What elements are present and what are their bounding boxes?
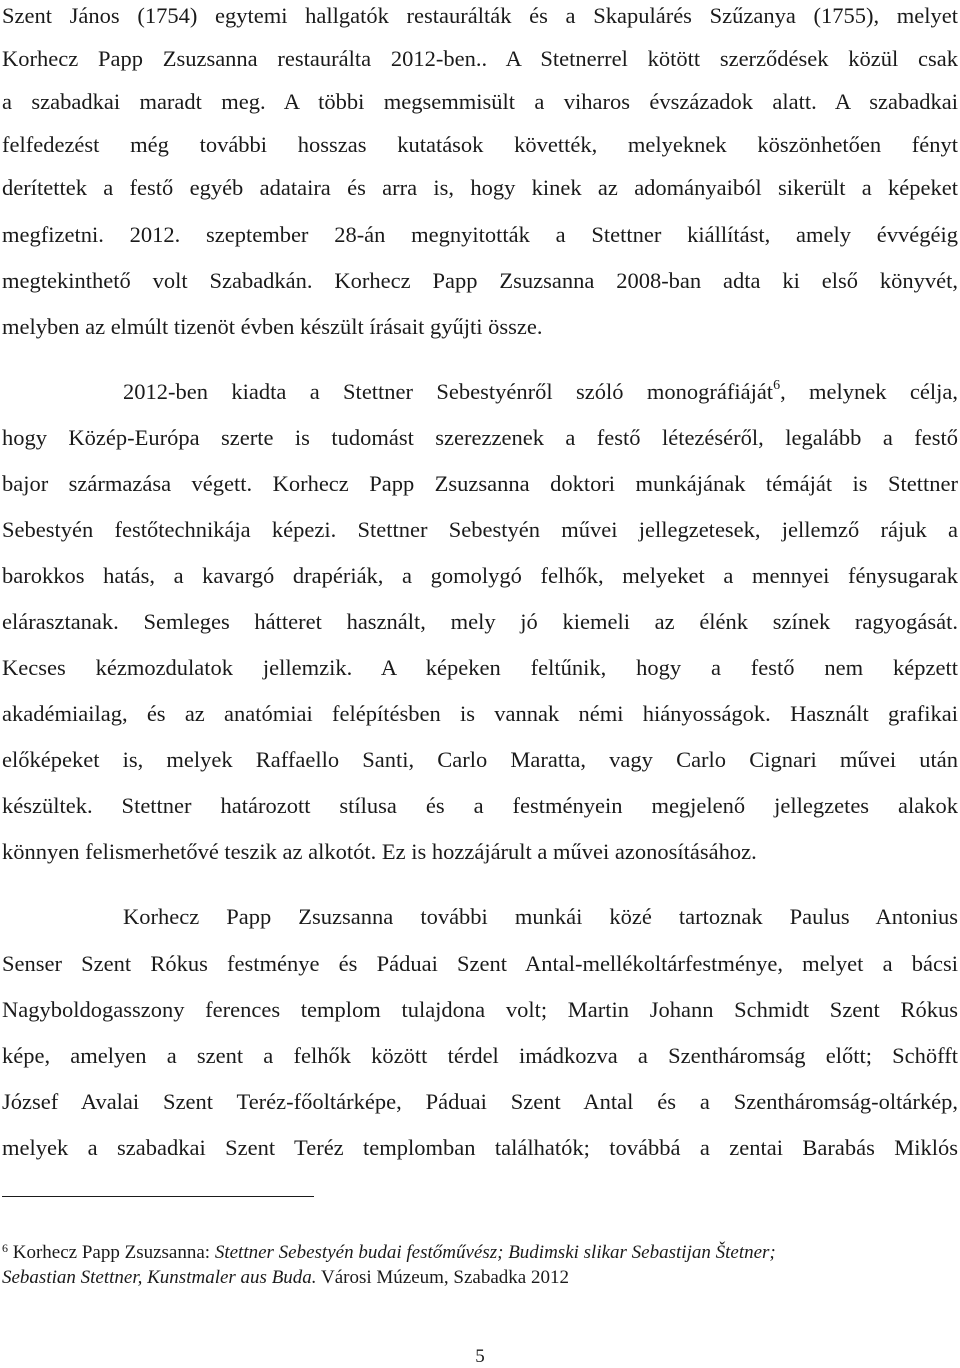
paragraph-line: könnyen felismerhetővé teszik az alkotót. Ez is hozzájárult a művei azonosításához. [2,839,757,864]
paragraph-text: , melynek célja, [780,379,958,404]
paragraph-line-with-footnote-ref [2,378,958,406]
paragraph-line: Szent János (1754) egytemi hallgatók restaurálták és a Skapulárés Szűzanya (1755), melyet [2,3,958,28]
paragraph-line: felfedezést még további hosszas kutatások követték, melyeknek köszönhetően fényt [2,132,958,157]
page-number: 5 [475,1346,485,1367]
paragraph-line: melyben az elmúlt tizenöt évben készült írásait gyűjti össze. [2,314,543,339]
paragraph-line: Nagyboldogasszony ferences templom tulajdona volt; Martin Johann Schmidt Szent Rókus [2,997,958,1022]
footnote-title: Sebastian Stettner, Kunstmaler aus Buda. [2,1267,317,1288]
paragraph-line: Kecses kézmozdulatok jellemzik. A képeken feltűnik, hogy a festő nem képzett [2,655,958,680]
footnote-reference[interactable]: 6 [773,378,781,393]
paragraph-line: melyek a szabadkai Szent Teréz templomban találhatók; továbbá a zentai Barabás Miklós [2,1135,958,1160]
paragraph-text: 2012-ben kiadta a Stettner Sebestyénről szóló monográfiáját [123,379,774,404]
footnote-line [2,1266,958,1290]
footnote-publisher: Városi Múzeum, Szabadka 2012 [316,1267,569,1288]
paragraph-line: készültek. Stettner határozott stílusa és a festményein megjelenő jellegzetes alakok [2,793,958,818]
paragraph-line: derítettek a festő egyéb adataira és arra is, hogy kinek az adományaiból sikerült a képeket [2,175,958,200]
paragraph-line: megtekinthető volt Szabadkán. Korhecz Papp Zsuzsanna 2008-ban adta ki első könyvét, [2,268,958,293]
paragraph-line: József Avalai Szent Teréz-főoltárképe, Páduai Szent Antal és a Szentháromság-oltárkép, [2,1089,958,1114]
paragraph-line: barokkos hatás, a kavargó drapériák, a gomolygó felhők, melyeket a mennyei fénysugarak [2,563,958,588]
paragraph-line: megfizetni. 2012. szeptember 28-án megnyitották a Stettner kiállítást, amely évvégéig [2,222,958,247]
paragraph-line: képe, amelyen a szent a felhők között térdel imádkozva a Szentháromság előtt; Schöfft [2,1043,958,1068]
paragraph-line: akadémiailag, és az anatómiai felépítésben is vannak némi hiányosságok. Használt grafikai [2,701,958,726]
footnote-line [2,1241,958,1265]
paragraph-line: Korhecz Papp Zsuzsanna restaurálta 2012-ben.. A Stetnerrel kötött szerződések közül csak [2,46,958,71]
paragraph-line: Sebestyén festőtechnikája képezi. Stettner Sebestyén művei jellegzetesek, jellemző rájuk a [2,517,958,542]
paragraph-line: a szabadkai maradt meg. A többi megsemmisült a viharos évszázadok alatt. A szabadkai [2,89,958,114]
footnote-separator [2,1196,314,1197]
footnote-author: Korhecz Papp Zsuzsanna: [8,1242,215,1263]
paragraph-line: Korhecz Papp Zsuzsanna további munkái közé tartoznak Paulus Antonius [123,904,958,929]
paragraph-line: bajor származása végett. Korhecz Papp Zsuzsanna doktori munkájának témáját is Stettner [2,471,958,496]
paragraph-line: Senser Szent Rókus festménye és Páduai Szent Antal-mellékoltárfestménye, melyet a bácsi [2,951,958,976]
footnote-title: Stettner Sebestyén budai festőművész; Budimski slikar Sebastijan Štetner; [214,1242,776,1263]
paragraph-line: elárasztanak. Semleges hátteret használt, mely jó kiemeli az élénk színek ragyogását. [2,609,958,634]
paragraph-line: előképeket is, melyek Raffaello Santi, Carlo Maratta, vagy Carlo Cignari művei után [2,747,958,772]
paragraph-line: hogy Közép-Európa szerte is tudomást szerezzenek a festő létezéséről, legalább a festő [2,425,958,450]
footnote-number: 6 [2,1241,8,1255]
